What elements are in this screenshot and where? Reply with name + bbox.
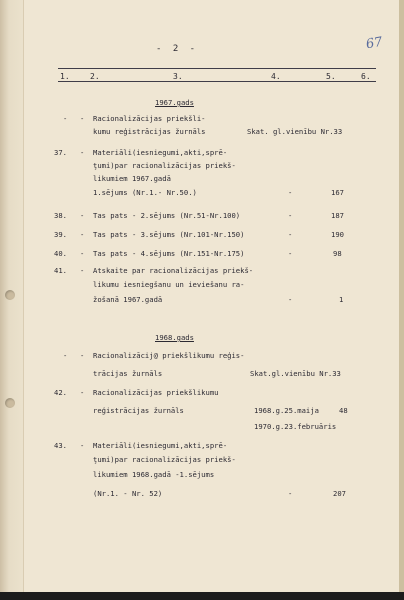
punch-hole: [5, 290, 15, 300]
column-header: 5.: [326, 72, 336, 81]
page-edge: [399, 0, 404, 600]
column-header: 6.: [361, 72, 371, 81]
column-header: 2.: [90, 72, 100, 81]
column-header: 1.: [60, 72, 70, 81]
year-heading: 1967.gads: [155, 98, 194, 107]
table-rule-bottom: [58, 81, 376, 82]
handwritten-folio-number: 67: [364, 34, 384, 53]
year-heading: 1968.gads: [155, 333, 194, 342]
table-rule-top: [58, 68, 376, 69]
column-header: 3.: [173, 72, 183, 81]
page-number: - 2 -: [156, 44, 199, 54]
document-page: - 2 - 67 1. 2. 3. 4. 5. 6. 1967.gads - - Racionalizācijas priekšli- kumu reģistrācijas žurnāls Skat. gl.vienību Nr.33 37. - Materiāli(iesniegumi,akti,sprē- ţumi)par racionalizācijas priekš- likumiem 1967.gadā 1.sējums (Nr.1.- Nr.50.) - 167 38. - Tas pats - 2.sējums (Nr.51-Nr.100) - 187 39. - Tas pats - 3.sējums (Nr.101-Nr.150) - 190 40. - Tas pats - 4.sējums (Nr.151-Nr.175) - 98 41. - Atskaite par racionalizācijas priekš- likumu iesniegšanu un ieviešanu ra- žošanā 1967.gadā - 1 1968.gads - - Racionalizācij@ priekšlikumu reģis- trācijas žurnāls Skat.gl.vienību Nr.33 42. - Racionalizācijas priekšlikumu reģistrācijas žurnāls 1968.g.25.maija 48 1970.g.23.februāris 43. - Materiāli(iesniegumi,akti,sprē- ţumi)par racionalizācijas priekš- likumiem 1968.gadā -1.sējums (Nr.1. - Nr. 52) - 207: [0, 0, 404, 600]
column-header: 4.: [271, 72, 281, 81]
binding-edge: [0, 0, 24, 600]
punch-hole: [5, 398, 15, 408]
scan-border: [0, 592, 404, 600]
